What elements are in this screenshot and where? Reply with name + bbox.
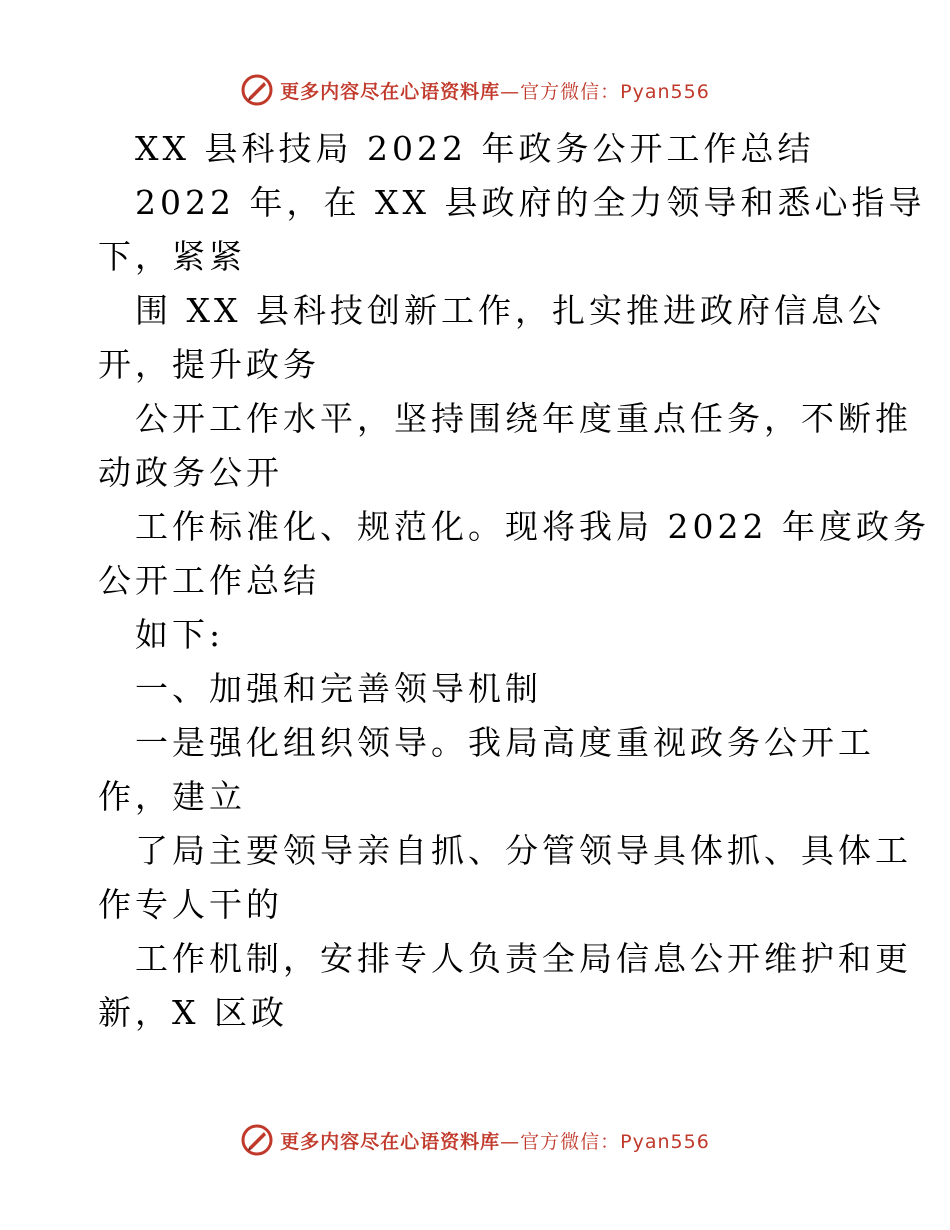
paragraph-line: 工作机制，安排专人负责全局信息公开维护和更 bbox=[135, 939, 912, 978]
paragraph-line: 了局主要领导亲自抓、分管领导具体抓、具体工 bbox=[135, 831, 912, 870]
paragraph-line: 公开工作总结 bbox=[98, 561, 320, 600]
quill-pen-logo-icon bbox=[240, 1123, 274, 1157]
paragraph-line: 作，建立 bbox=[98, 777, 246, 816]
paragraph-line: 公开工作水平，坚持围绕年度重点任务，不断推 bbox=[135, 399, 912, 438]
header-banner-text bbox=[280, 77, 710, 104]
banner-brand: 更多内容尽在心语资料库 bbox=[280, 1130, 501, 1153]
quill-pen-logo-icon bbox=[240, 73, 274, 107]
header-banner bbox=[0, 70, 950, 110]
paragraph-line: 如下: bbox=[135, 615, 225, 654]
paragraph-line: 2022 年，在 XX 县政府的全力领导和悉心指导 bbox=[135, 183, 926, 222]
paragraph-line: 新，X 区政 bbox=[98, 993, 288, 1032]
paragraph-line: 围 XX 县科技创新工作，扎实推进政府信息公 bbox=[135, 291, 885, 330]
paragraph-line: 工作标准化、规范化。现将我局 2022 年度政务 bbox=[135, 507, 930, 546]
banner-wechat: 官方微信：Pyan556 bbox=[520, 1130, 710, 1153]
document-body bbox=[98, 122, 930, 1040]
document-title: XX 县科技局 2022 年政务公开工作总结 bbox=[135, 129, 815, 168]
paragraph-line: 动政务公开 bbox=[98, 453, 283, 492]
paragraph-line: 一是强化组织领导。我局高度重视政务公开工 bbox=[135, 723, 875, 762]
banner-brand: 更多内容尽在心语资料库 bbox=[280, 80, 501, 103]
paragraph-line: 开，提升政务 bbox=[98, 345, 320, 384]
banner-dash: — bbox=[500, 80, 521, 103]
section-heading: 一、加强和完善领导机制 bbox=[135, 669, 542, 708]
footer-banner bbox=[0, 1120, 950, 1160]
banner-dash: — bbox=[500, 1130, 521, 1153]
footer-banner-text bbox=[280, 1127, 710, 1154]
paragraph-line: 下，紧紧 bbox=[98, 237, 246, 276]
paragraph-line: 作专人干的 bbox=[98, 885, 283, 924]
banner-wechat: 官方微信：Pyan556 bbox=[520, 80, 710, 103]
